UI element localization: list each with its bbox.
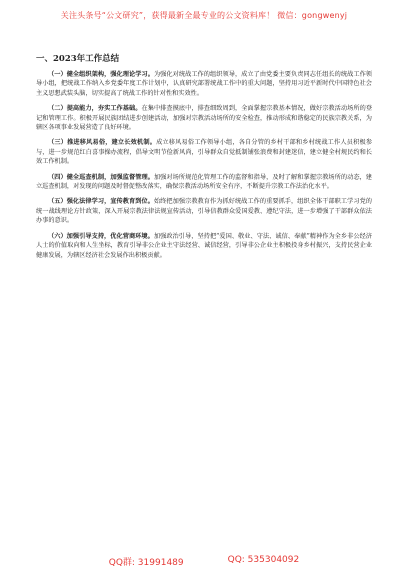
paragraph-3-lead: （三）推进移风易俗，建立长效机制。 xyxy=(48,139,157,147)
qq-label: QQ: 535304092 xyxy=(227,555,300,565)
watermark-footer xyxy=(0,555,408,568)
paragraph-6 xyxy=(36,232,372,260)
section-title: 一、2023年工作总结 xyxy=(36,54,120,64)
paragraph-5-text: 始终把加强宗教教育作为抓好统战工作的重要抓手，组织全体干部职工学习党的统一战线理论方针政策，深入开展宗教法律法规宣传活动，引导信教群众爱国爱教、遵纪守法，进一步增强了干部群众依法办事的意识。 xyxy=(36,198,372,225)
paragraph-4 xyxy=(36,173,372,192)
paragraph-2-text: 在集中排查摸底中，排查细致周到，全面掌握宗教基本情况，做好宗教活动场所的登记和管理工作。积极开展民族团结进步创建活动，加强对宗教活动场所的安全检查，推动形成和谐稳定的民族宗教关系，为辖区各项事业发展营造了良好环境。 xyxy=(36,105,373,132)
paragraph-3 xyxy=(36,138,372,166)
paragraph-5-lead: （五）强化法律学习，宣传教育到位。 xyxy=(48,198,154,206)
paragraph-2 xyxy=(36,104,372,132)
document-body xyxy=(36,52,372,266)
paragraph-4-lead: （四）健全巡查机制，加强监督管理。 xyxy=(48,173,154,181)
paragraph-2-lead: （二）提高能力，夯实工作基础。 xyxy=(48,105,142,113)
watermark-header: 关注头条号“公文研究”，获得最新全最专业的公文资料库！ 微信：gongwenyj xyxy=(60,11,348,20)
paragraph-1-text: 为强化对统战工作的组织领导，成立了由党委主要负责同志任组长的统战工作领导小组，把统战工作纳入乡党委年度工作计划中，认真研究部署统战工作中的重大问题，坚持用习近平新时代中国特色社会主义思想武装头脑，切实提高了统战工作的针对性和实效性。 xyxy=(36,71,372,97)
paragraph-6-lead: （六）加强引导支持，优化营商环境。 xyxy=(48,232,154,240)
paragraph-1-lead: （一）健全组织架构，强化理论学习。 xyxy=(48,71,154,78)
paragraph-1 xyxy=(36,70,372,98)
paragraph-3-text: 成立移风易俗工作领导小组，各自分管的乡村干部和乡村统战工作人员积极参与，进一步规范红白喜事操办流程，倡导文明节俭新风尚，引导群众自觉抵制铺张浪费和封建迷信，建立健全村规民约和长效工作机制。 xyxy=(36,139,373,166)
paragraph-6-text: 加强政治引导，坚持把“爱国、敬业、守法、诚信、奉献”精神作为全乡非公经济人士的价值取向和人生坐标，教育引导非公企业主守法经营、诚信经营，引导非公企业主积极投身乡村振兴，支持民营企业健康发展，为辖区经济社会发展作出积极贡献。 xyxy=(36,232,373,259)
qq-group-label: QQ群: 31991489 xyxy=(108,558,184,568)
paragraph-5 xyxy=(36,197,372,225)
paragraph-4-text: 加强对场所规范化管理工作的监督和指导，及时了解和掌握宗教场所的动态，建立巡查机制，对发现的问题及时督促整改落实，确保宗教活动场所安全有序，不断提升宗教工作法治化水平。 xyxy=(36,173,372,191)
